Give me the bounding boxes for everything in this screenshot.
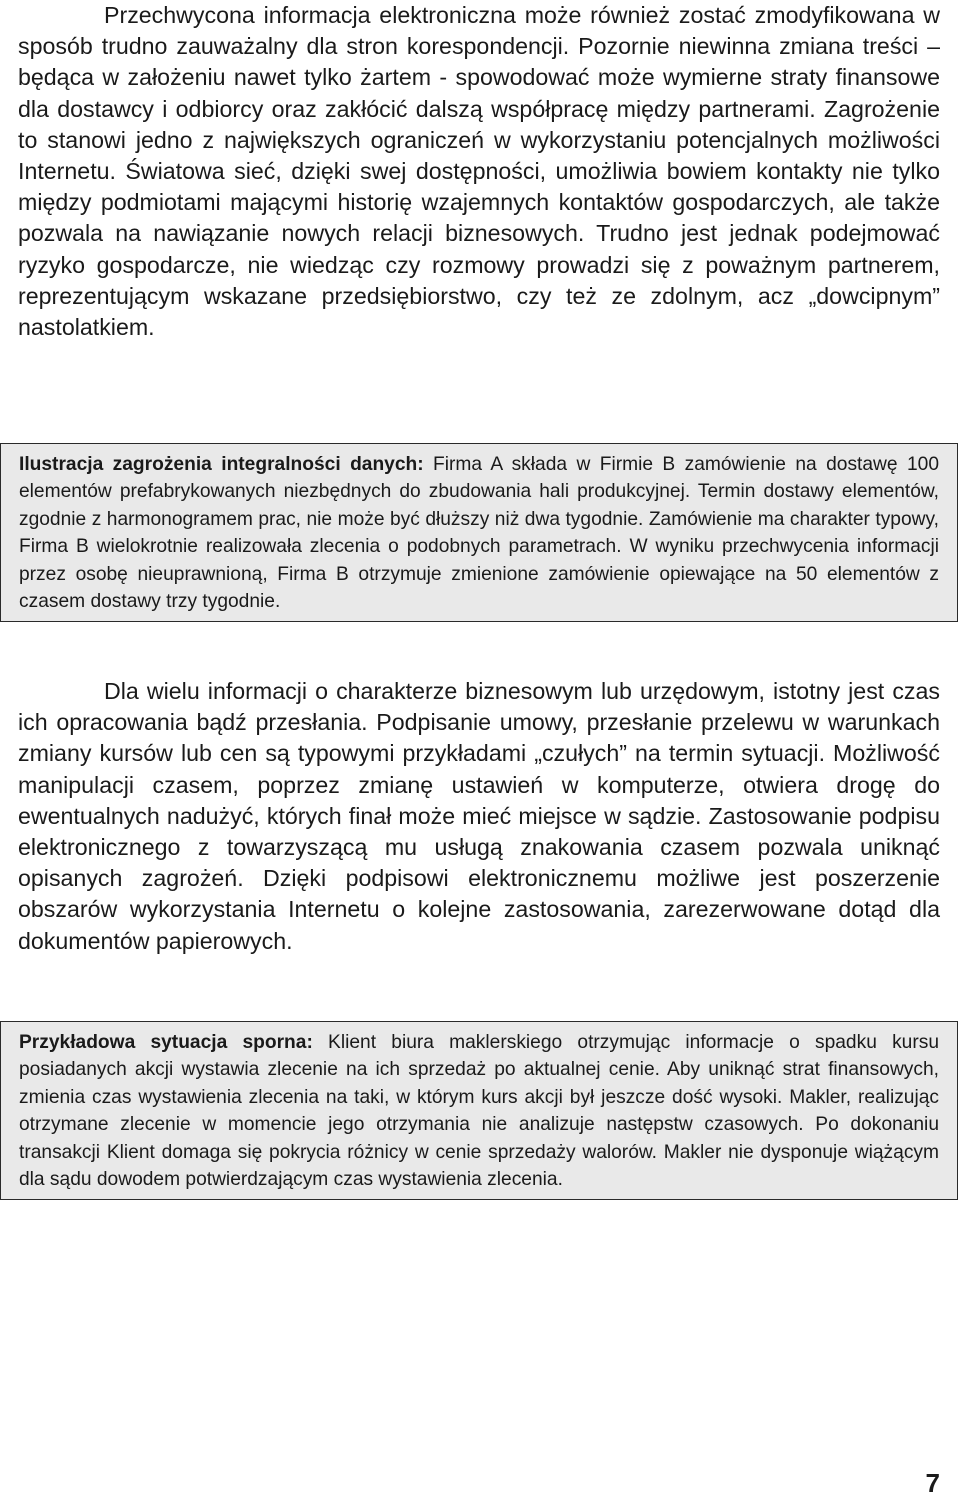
example-box-dispute [0,1021,958,1200]
example-box-lead: Przykładowa sytuacja sporna: [19,1032,313,1053]
body-paragraph-time: Dla wielu informacji o charakterze biznesowym lub urzędowym, istotny jest czas ich opracowania bądź przesłania. Podpisanie umowy, przesłanie przelewu w warunkach zmiany kursów lub cen są typowymi przykładami „czułych” na termin sytuacji. Możliwość manipulacji czasem, poprzez zmianę ustawień w komputerze, otwiera drogę do ewentualnych nadużyć, których finał może mieć miejsce w sądzie. Zastosowanie podpisu elektronicznego z towarzyszącą mu usługą znakowania czasem pozwala uniknąć opisanych zagrożeń. Dzięki podpisowi elektronicznemu możliwe jest poszerzenie obszarów wykorzystania Internetu o kolejne zastosowania, zarezerwowane dotąd dla dokumentów papierowych. [18,678,940,954]
example-box-lead: Ilustracja zagrożenia integralności danych: [19,454,424,475]
example-box-text [19,451,939,615]
page-number: 7 [925,1468,940,1498]
example-box-text [19,1029,939,1193]
example-box-body: Klient biura maklerskiego otrzymując informacje o spadku kursu posiadanych akcji wystawia zlecenie na ich sprzedaż po aktualnej cenie. Aby uniknąć strat finansowych, zmienia czas wystawienia zlecenia na taki, w którym kurs akcji był jeszcze dość wysoki. Makler, realizując otrzymane zlecenie w momencie jego otrzymania nie analizuje następstw czasowych. Po dokonaniu transakcji Klient domaga się pokrycia różnicy w cenie sprzedaży walorów. Makler nie dysponuje wiążącym dla sądu dowodem potwierdzającym czas wystawienia zlecenia. [19,1032,940,1191]
body-paragraph-integrity: Przechwycona informacja elektroniczna może również zostać zmodyfikowana w sposób trudno zauważalny dla stron korespondencji. Pozornie niewinna zmiana treści – będąca w założeniu nawet tylko żartem - spowodować może wymierne straty finansowe dla dostawcy i odbiorcy oraz zakłócić dalszą współpracę między partnerami. Zagrożenie to stanowi jedno z największych ograniczeń w wykorzystaniu potencjalnych możliwości Internetu. Światowa sieć, dzięki swej dostępności, umożliwia bowiem kontakty nie tylko między podmiotami mającymi historię wzajemnych kontaktów gospodarczych, ale także pozwala na nawiązanie nowych relacji biznesowych. Trudno jest jednak podejmować ryzyko gospodarcze, nie wiedząc czy rozmowy prowadzi się z poważnym partnerem, reprezentującym wskazane przedsiębiorstwo, czy też ze zdolnym, acz „dowcipnym” nastolatkiem. [18,2,940,341]
example-box-integrity [0,443,958,622]
example-box-body: Firma A składa w Firmie B zamówienie na dostawę 100 elementów prefabrykowanych niezbędnych do zbudowania hali produkcyjnej. Termin dostawy elementów, zgodnie z harmonogramem prac, nie może być dłuższy niż dwa tygodnie. Zamówienie ma charakter typowy, Firma B wielokrotnie realizowała zlecenia o podobnych parametrach. W wyniku przechwycenia informacji przez osobę nieuprawnioną, Firma B otrzymuje zmienione zamówienie opiewające na 50 elementów z czasem dostawy trzy tygodnie. [19,454,940,613]
